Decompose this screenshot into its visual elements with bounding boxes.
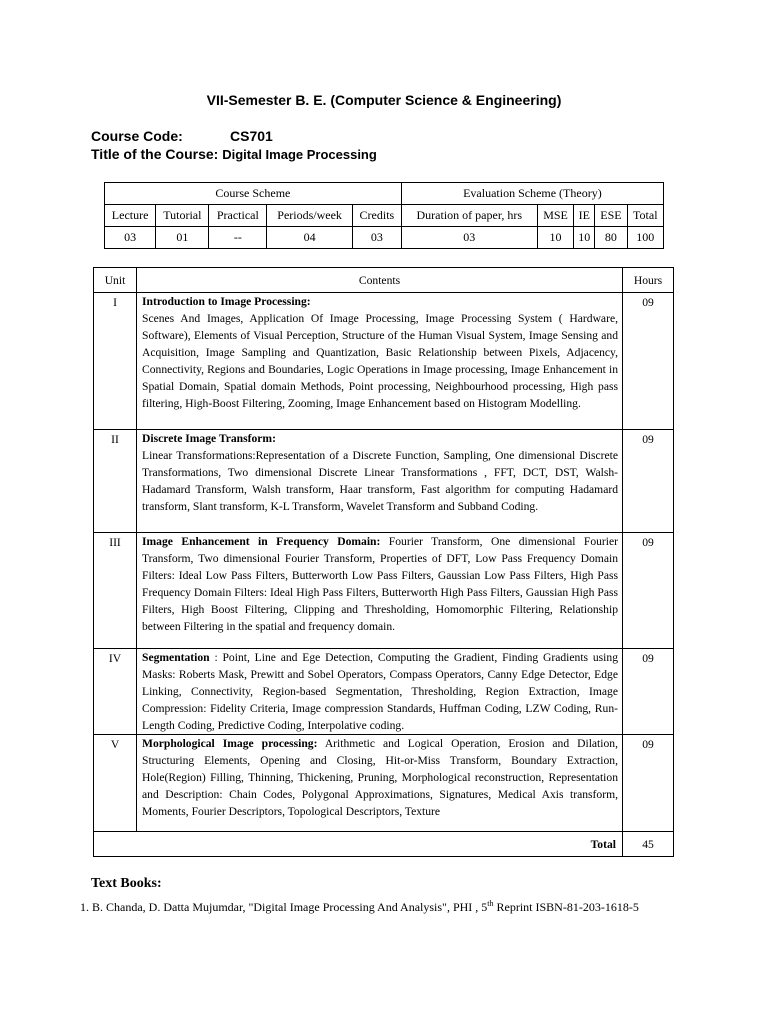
- hours-column-header: Hours: [623, 268, 674, 293]
- contents-header-row: [94, 268, 674, 293]
- scheme-col-header: Duration of paper, hrs: [401, 205, 537, 227]
- unit-description: Scenes And Images, Application Of Image Processing, Image Processing System ( Hardware, Software), Elements of Visual Perception, Structure of the Human Visual System, Image Sensing and Acquisition, Image Sampling and Quantization, Basic Relationship between Pixels, Adjacency, Connectivity, Regions and Boundaries, Logic Operations in Image processing, Image Enhancement in Spatial Domain, Spatial domain Methods, Point processing, Neighbourhood processing, High pass filtering, High-Boost Filtering, Zooming, Image Enhancement based on Histogram Modelling.: [142, 312, 618, 410]
- unit-hours: 09: [623, 430, 674, 533]
- unit-title: Image Enhancement in Frequency Domain:: [142, 535, 381, 548]
- unit-hours: 09: [623, 293, 674, 430]
- course-scheme-heading: Course Scheme: [105, 183, 402, 205]
- syllabus-contents-table: [93, 267, 674, 857]
- course-code-line: [91, 128, 273, 144]
- unit-number: II: [94, 430, 137, 533]
- unit-content: [137, 735, 623, 832]
- textbooks-heading: Text Books:: [91, 876, 162, 891]
- scheme-col-header: Periods/week: [267, 205, 353, 227]
- unit-description: : Point, Line and Ege Detection, Computing the Gradient, Finding Gradients using Masks: Roberts Mask, Prewitt and Sobel Operators, Compass Operators, Canny Edge Detector, Edge Linking, Connectivity, Region-based Segmentation, Thresholding, Region Extraction, Image Compression: Fidelity Criteria, Image compression Standards, Huffman Coding, LZW Coding, Run-Length Coding, Predictive Coding, Interpolative coding.: [142, 651, 618, 732]
- scheme-value: --: [209, 227, 267, 249]
- unit-content: [137, 430, 623, 533]
- contents-column-header: Contents: [137, 268, 623, 293]
- scheme-value: 03: [352, 227, 401, 249]
- scheme-value: 04: [267, 227, 353, 249]
- scheme-col-header: IE: [574, 205, 595, 227]
- scheme-col-header: Tutorial: [156, 205, 209, 227]
- course-code-label: Course Code:: [91, 128, 183, 144]
- scheme-col-header: ESE: [595, 205, 627, 227]
- scheme-col-header: MSE: [537, 205, 574, 227]
- unit-row: [94, 293, 674, 430]
- textbook-citation-end: Reprint ISBN-81-203-1618-5: [493, 900, 639, 914]
- unit-number: I: [94, 293, 137, 430]
- scheme-value: 100: [627, 227, 663, 249]
- unit-title: Introduction to Image Processing:: [142, 295, 311, 308]
- scheme-value: 80: [595, 227, 627, 249]
- textbook-citation: 1. B. Chanda, D. Datta Mujumdar, "Digital Image Processing And Analysis", PHI , 5: [80, 900, 488, 914]
- unit-hours: 09: [623, 649, 674, 735]
- scheme-col-header: Lecture: [105, 205, 156, 227]
- textbook-item: [80, 895, 690, 916]
- scheme-value: 10: [574, 227, 595, 249]
- total-label: Total: [94, 832, 623, 857]
- unit-number: V: [94, 735, 137, 832]
- unit-number: IV: [94, 649, 137, 735]
- unit-description: Linear Transformations:Representation of a Discrete Function, Sampling, One dimensional Discrete Transformations, Two dimensional Discrete Linear Transformations , FFT, DCT, DST, Walsh-Hadamard Transform, Walsh transform, Haar transform, Fast algorithm for computing Hadamard transform, Slant transform, K-L Transform, Wavelet Transform and Subband Coding.: [142, 449, 618, 513]
- unit-title: Discrete Image Transform:: [142, 432, 276, 445]
- scheme-col-header: Credits: [352, 205, 401, 227]
- total-row: [94, 832, 674, 857]
- unit-row: [94, 533, 674, 649]
- evaluation-scheme-heading: Evaluation Scheme (Theory): [401, 183, 663, 205]
- semester-heading: VII-Semester B. E. (Computer Science & Engineering): [206, 92, 562, 108]
- course-scheme-table: [104, 182, 664, 249]
- edition-superscript: th: [487, 899, 494, 908]
- scheme-value: 10: [537, 227, 574, 249]
- unit-hours: 09: [623, 533, 674, 649]
- unit-description: Fourier Transform, One dimensional Fourier Transform, Two dimensional Fourier Transform, Properties of DFT, Low Pass Frequency Domain Filters: Ideal Low Pass Filters, Butterworth Low Pass Filters, Gaussian Low Pass Filters, High Pass Frequency Domain Filters: Ideal High Pass Filters, Butterworth High Pass Filters, Gaussian High Pass Filters, High Boost Filtering, Clipping and Thresholding, Homomorphic Filtering, Relationship between Filtering in the spatial and frequency domain.: [142, 535, 618, 633]
- unit-content: [137, 533, 623, 649]
- scheme-value-row: [105, 227, 664, 249]
- unit-hours: 09: [623, 735, 674, 832]
- scheme-col-header: Practical: [209, 205, 267, 227]
- course-title-line: [91, 146, 377, 162]
- scheme-value: 03: [105, 227, 156, 249]
- unit-row: [94, 430, 674, 533]
- course-title-value: Digital Image Processing: [222, 147, 377, 162]
- course-code-value: CS701: [230, 128, 273, 144]
- unit-row: [94, 649, 674, 735]
- course-title-label: Title of the Course:: [91, 146, 219, 162]
- scheme-value: 03: [401, 227, 537, 249]
- scheme-col-header: Total: [627, 205, 663, 227]
- scheme-column-row: [105, 205, 664, 227]
- unit-row: [94, 735, 674, 832]
- unit-content: [137, 293, 623, 430]
- scheme-value: 01: [156, 227, 209, 249]
- unit-title: Morphological Image processing:: [142, 737, 318, 750]
- unit-number: III: [94, 533, 137, 649]
- unit-content: [137, 649, 623, 735]
- total-hours: 45: [623, 832, 674, 857]
- unit-column-header: Unit: [94, 268, 137, 293]
- unit-title: Segmentation: [142, 651, 210, 664]
- unit-description: Arithmetic and Logical Operation, Erosion and Dilation, Structuring Elements, Opening and Closing, Hit-or-Miss Transform, Boundary Extraction, Hole(Region) Filling, Thinning, Thickening, Pruning, Morphological reconstruction, Representation and Description: Chain Codes, Polygonal Approximations, Signatures, Medical Axis transform, Moments, Fourier Descriptors, Topological Descriptors, Texture: [142, 737, 618, 818]
